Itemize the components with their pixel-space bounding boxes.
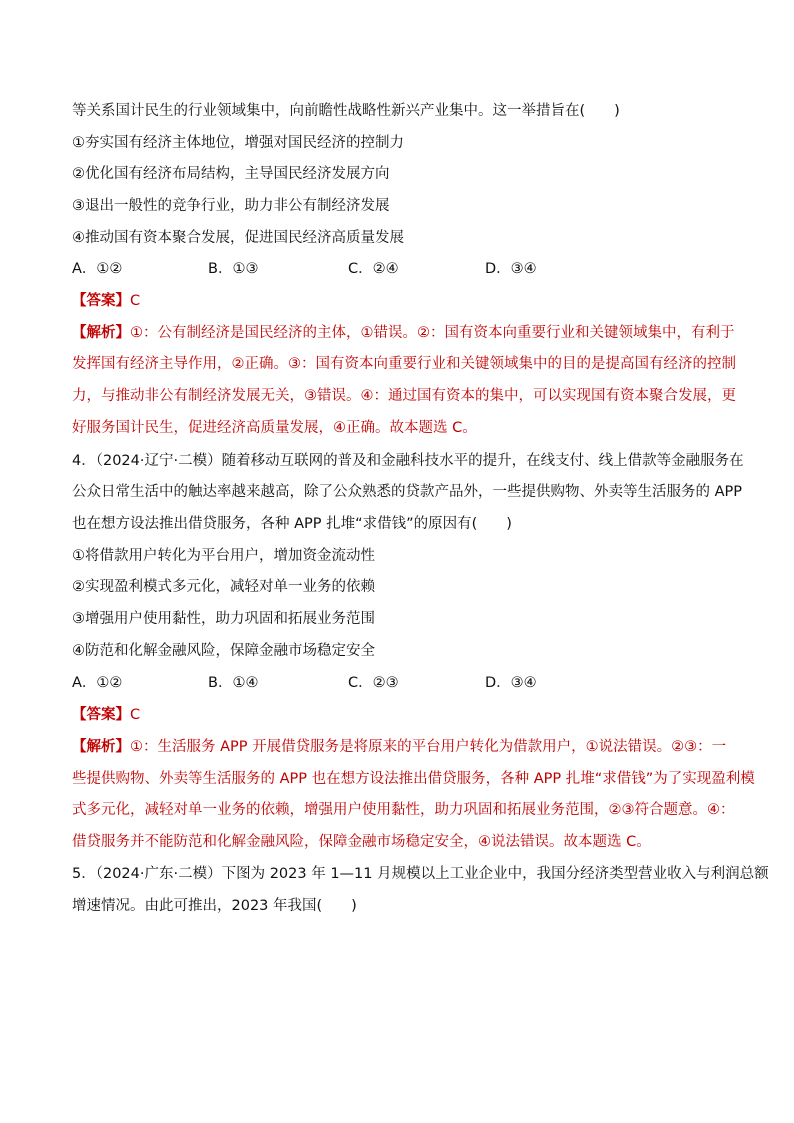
q4-statement-1: ①将借款用户转化为平台用户，增加资金流动性	[72, 548, 375, 564]
q4-answer-value: C	[130, 707, 141, 723]
q4-option-b: B．①④	[208, 675, 259, 691]
q4-answer	[72, 705, 732, 725]
q3-analysis-line-1	[72, 323, 735, 343]
q4-option-c: C．②③	[348, 675, 399, 691]
q4-option-d: D．③④	[485, 675, 537, 691]
q3-stem-tail: 等关系国计民生的行业领域集中，向前瞻性战略性新兴产业集中。这一举措旨在( )	[72, 103, 620, 119]
q3-statement-4: ④推动国有资本聚合发展，促进国民经济高质量发展	[72, 230, 404, 246]
q4-options	[72, 673, 732, 693]
q4-statement-3: ③增强用户使用黏性，助力巩固和拓展业务范围	[72, 611, 375, 627]
q3-statement-2: ②优化国有经济布局结构，主导国民经济发展方向	[72, 166, 390, 182]
q4-option-a: A．①②	[72, 675, 123, 691]
q4-answer-label: 【答案】	[72, 707, 130, 723]
q3-option-c: C．②④	[348, 261, 399, 277]
q4-stem-line-1: 4．（2024·辽宁·二模）随着移动互联网的普及和金融科技水平的提升，在线支付、线上借款等金融服务在	[72, 453, 744, 469]
q4-analysis-line-3: 式多元化，减轻对单一业务的依赖，增强用户使用黏性，助力巩固和拓展业务范围，②③符合题意。④：	[72, 802, 735, 818]
q4-analysis-line-1	[72, 737, 732, 757]
q3-statement-1: ①夯实国有经济主体地位，增强对国民经济的控制力	[72, 135, 404, 151]
q4-statement-4: ④防范和化解金融风险，保障金融市场稳定安全	[72, 643, 375, 659]
q3-answer-value: C	[130, 293, 141, 309]
q3-analysis-line-4: 好服务国计民生，促进经济高质量发展，④正确。故本题选 C。	[72, 420, 477, 436]
q3-answer-label: 【答案】	[72, 293, 130, 309]
q4-analysis-line-2: 些提供购物、外卖等生活服务的 APP 也在想方设法推出借贷服务，各种 APP 扎堆“求借钱”为了实现盈利模	[72, 771, 755, 787]
q5-stem-line-2: 增速情况。由此可推出，2023 年我国( )	[72, 898, 357, 914]
q3-option-d: D．③④	[485, 261, 537, 277]
q4-analysis-text-1: ①：生活服务 APP 开展借贷服务是将原来的平台用户转化为借款用户，①说法错误。②③：一	[130, 739, 727, 755]
q3-analysis-line-3: 力，与推动非公有制经济发展无关，③错误。④：通过国有资本的集中，可以实现国有资本聚合发展，更	[72, 388, 736, 404]
q3-answer	[72, 291, 732, 311]
q4-statement-2: ②实现盈利模式多元化，减轻对单一业务的依赖	[72, 579, 375, 595]
q3-statement-3: ③退出一般性的竞争行业，助力非公有制经济发展	[72, 198, 390, 214]
q5-stem-line-1: 5．（2024·广东·二模）下图为 2023 年 1—11 月规模以上工业企业中，我国分经济类型营业收入与利润总额	[72, 866, 769, 882]
q4-stem-line-2: 公众日常生活中的触达率越来越高，除了公众熟悉的贷款产品外，一些提供购物、外卖等生活服务的 APP	[72, 484, 743, 500]
q3-option-a: A．①②	[72, 261, 123, 277]
q4-stem-line-3: 也在想方设法推出借贷服务，各种 APP 扎堆“求借钱”的原因有( )	[72, 516, 512, 532]
q3-options	[72, 259, 732, 279]
q3-analysis-text-1: ①：公有制经济是国民经济的主体，①错误。②：国有资本向重要行业和关键领域集中，有利于	[130, 325, 735, 341]
q3-option-b: B．①③	[208, 261, 259, 277]
q4-analysis-line-4: 借贷服务并不能防范和化解金融风险，保障金融市场稳定安全，④说法错误。故本题选 C。	[72, 834, 651, 850]
q3-analysis-line-2: 发挥国有经济主导作用，②正确。③：国有资本向重要行业和关键领域集中的目的是提高国有经济的控制	[72, 356, 736, 372]
q4-analysis-label: 【解析】	[72, 739, 130, 755]
q3-analysis-label: 【解析】	[72, 325, 130, 341]
